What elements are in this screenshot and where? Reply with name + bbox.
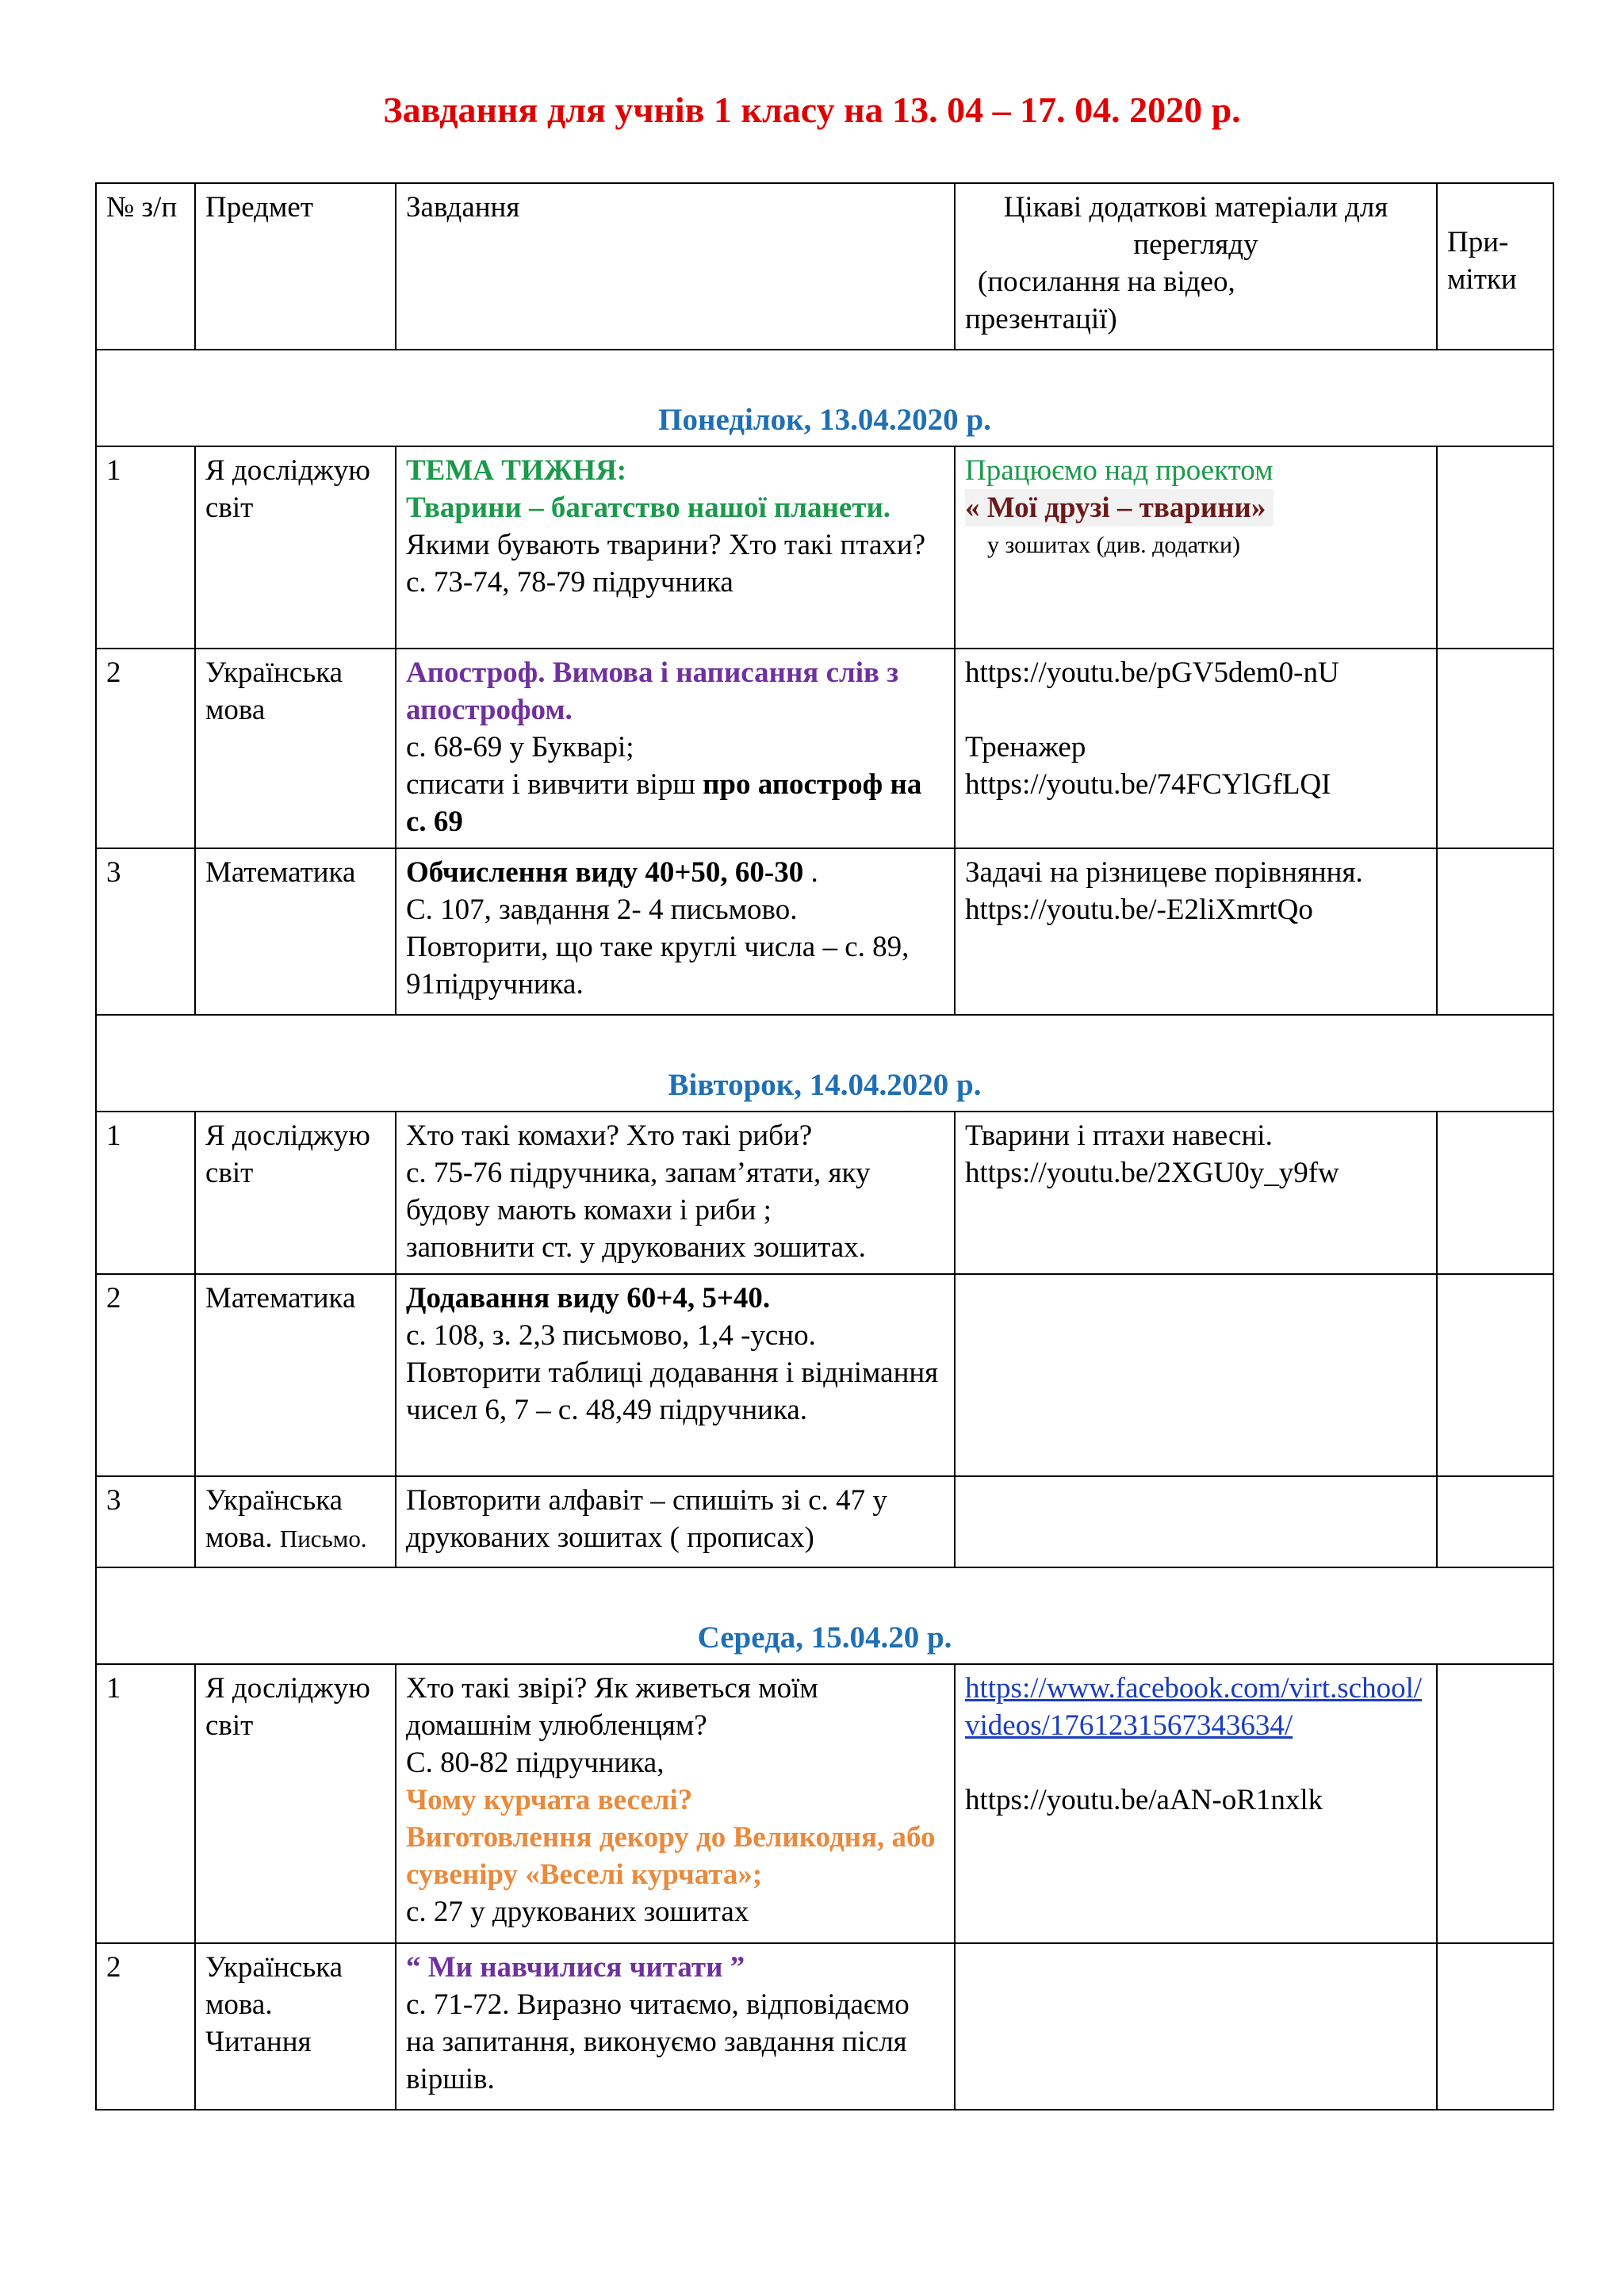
- row-materials: Працюємо над проектом « Мої друзі – тварини» у зошитах (див. додатки): [955, 446, 1437, 649]
- row-task: Обчислення виду 40+50, 60-30 . С. 107, завдання 2- 4 письмово. Повторити, що таке круглі числа – с. 89, 91підручника.: [396, 848, 955, 1015]
- row-notes: [1437, 1943, 1553, 2110]
- row-num: 1: [96, 1664, 195, 1943]
- table-row: [96, 1664, 1553, 1943]
- row-task: “ Ми навчилися читати ” с. 71-72. Виразно читаємо, відповідаємо на запитання, виконуємо завдання після віршів.: [396, 1943, 955, 2110]
- row-subject: Математика: [195, 848, 396, 1015]
- youtube-link[interactable]: https://youtu.be/aAN-oR1nxlk: [965, 1784, 1323, 1816]
- table-row: [96, 1274, 1553, 1476]
- day-row-wednesday: [96, 1567, 1553, 1664]
- youtube-link[interactable]: https://youtu.be/-E2liXmrtQo: [965, 894, 1313, 926]
- row-subject: Я досліджую світ: [195, 1112, 396, 1274]
- row-materials: [955, 1943, 1437, 2110]
- row-num: 3: [96, 1476, 195, 1567]
- day-label: Середа, 15.04.20 р.: [697, 1621, 952, 1655]
- header-num: № з/п: [96, 183, 195, 350]
- day-label: Вівторок, 14.04.2020 р.: [668, 1068, 982, 1102]
- row-num: 1: [96, 1112, 195, 1274]
- row-materials: https://youtu.be/pGV5dem0-nU Тренажер https://youtu.be/74FCYlGfLQI: [955, 649, 1437, 848]
- row-notes: [1437, 1476, 1553, 1567]
- row-notes: [1437, 848, 1553, 1015]
- row-materials: [955, 1664, 1437, 1943]
- schedule-table: [95, 182, 1554, 2110]
- header-row: [96, 183, 1553, 350]
- row-materials: [955, 1476, 1437, 1567]
- youtube-link[interactable]: https://youtu.be/pGV5dem0-nU: [965, 656, 1339, 689]
- row-task: Хто такі звірі? Як живеться моїм домашнім улюбленцям? С. 80-82 підручника, Чому курчата веселі? Виготовлення декору до Великодня, або сувеніру «Веселі курчата»; с. 27 у друкованих зошитах: [396, 1664, 955, 1943]
- facebook-link[interactable]: https://www.facebook.com/virt.school/videos/1761231567343634/: [965, 1672, 1423, 1742]
- row-subject: Українська мова. Письмо.: [195, 1476, 396, 1567]
- row-task: Апостроф. Вимова і написання слів з апострофом. с. 68-69 у Букварі; списати і вивчити вірш про апостроф на с. 69: [396, 649, 955, 848]
- page-title: Завдання для учнів 1 класу на 13. 04 – 17. 04. 2020 р.: [383, 90, 1241, 130]
- day-row-monday: [96, 350, 1553, 446]
- row-num: 3: [96, 848, 195, 1015]
- row-notes: [1437, 649, 1553, 848]
- header-subject: Предмет: [195, 183, 396, 350]
- row-task: Хто такі комахи? Хто такі риби? с. 75-76 підручника, запам’ятати, яку будову мають комахи і риби ; заповнити ст. у друкованих зошитах.: [396, 1112, 955, 1274]
- row-subject: Математика: [195, 1274, 396, 1476]
- row-subject: Українська мова. Читання: [195, 1943, 396, 2110]
- row-subject: Я досліджую світ: [195, 1664, 396, 1943]
- row-notes: [1437, 1274, 1553, 1476]
- youtube-link[interactable]: https://youtu.be/2XGU0y_y9fw: [965, 1157, 1339, 1189]
- header-notes: При- мітки: [1437, 183, 1553, 350]
- day-row-tuesday: [96, 1015, 1553, 1112]
- youtube-link[interactable]: https://youtu.be/74FCYlGfLQI: [965, 768, 1331, 801]
- row-materials: [955, 1274, 1437, 1476]
- table-row: [96, 446, 1553, 649]
- table-row: [96, 1943, 1553, 2110]
- day-label: Понеділок, 13.04.2020 р.: [658, 403, 991, 437]
- row-subject: Українська мова: [195, 649, 396, 848]
- row-subject: Я досліджую світ: [195, 446, 396, 649]
- table-row: [96, 649, 1553, 848]
- row-task: Додавання виду 60+4, 5+40. с. 108, з. 2,3 письмово, 1,4 -усно. Повторити таблиці додавання і віднімання чисел 6, 7 – с. 48,49 підручника.: [396, 1274, 955, 1476]
- table-row: [96, 1112, 1553, 1274]
- row-num: 2: [96, 1274, 195, 1476]
- row-num: 1: [96, 446, 195, 649]
- row-task: Повторити алфавіт – спишіть зі с. 47 у друкованих зошитах ( прописах): [396, 1476, 955, 1567]
- row-num: 2: [96, 1943, 195, 2110]
- row-notes: [1437, 446, 1553, 649]
- header-materials: Цікаві додаткові матеріали для перегляду (посилання на відео, презентації): [955, 183, 1437, 350]
- row-num: 2: [96, 649, 195, 848]
- row-materials: Задачі на різницеве порівняння. https://youtu.be/-E2liXmrtQo: [955, 848, 1437, 1015]
- table-row: [96, 1476, 1553, 1567]
- row-materials: Тварини і птахи навесні. https://youtu.be/2XGU0y_y9fw: [955, 1112, 1437, 1274]
- row-notes: [1437, 1664, 1553, 1943]
- table-row: [96, 848, 1553, 1015]
- row-notes: [1437, 1112, 1553, 1274]
- row-task: ТЕМА ТИЖНЯ: Тварини – багатство нашої планети. Якими бувають тварини? Хто такі птахи? с. 73-74, 78-79 підручника: [396, 446, 955, 649]
- header-task: Завдання: [396, 183, 955, 350]
